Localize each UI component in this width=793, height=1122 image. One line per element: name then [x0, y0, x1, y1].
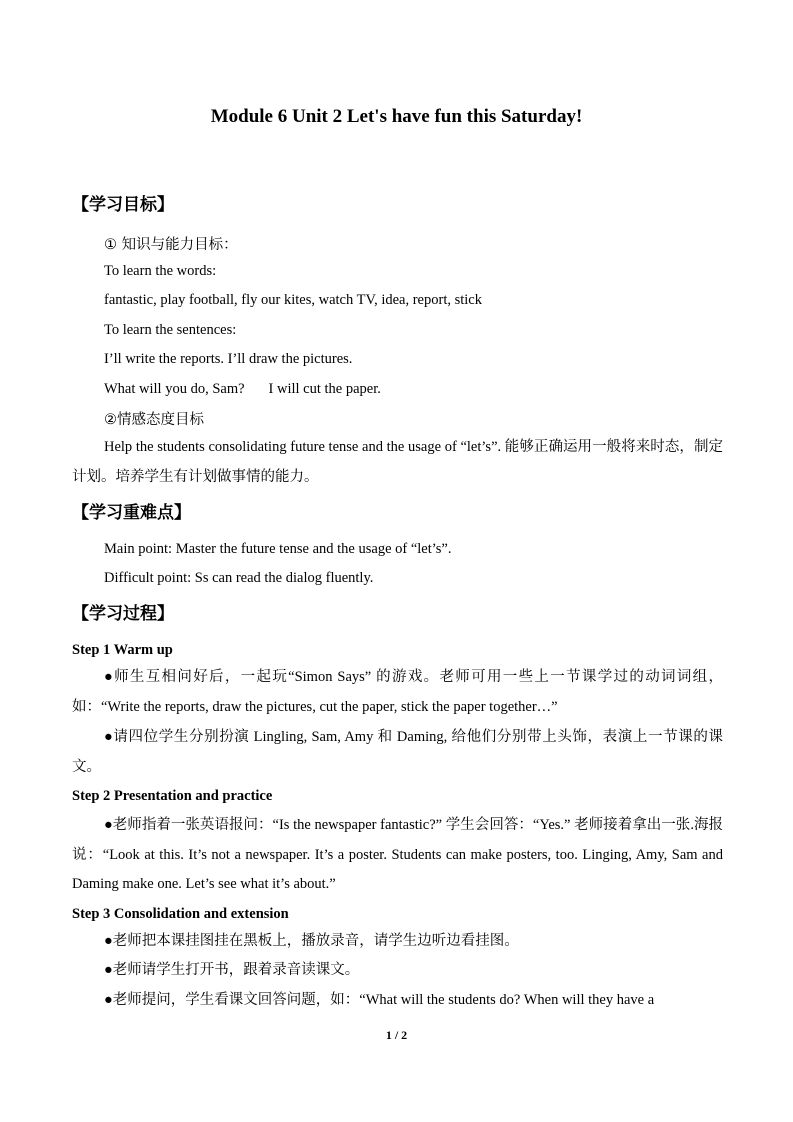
step2-title: Step 2 Presentation and practice: [72, 788, 273, 804]
difficult-point: Difficult point: Ss can read the dialog fluently.: [104, 570, 374, 586]
document-title: Module 6 Unit 2 Let's have fun this Saturday!: [210, 106, 583, 127]
step1-paragraph-1: ●师生互相问好后，一起玩“Simon Says” 的游戏。老师可用一些上一节课学过的动词词组，如：“Write the reports, draw the pictures, cut the paper, stick the paper together…”: [72, 669, 723, 715]
step1-title: Step 1 Warm up: [72, 642, 173, 658]
heading-key-points: 【学习重难点】: [72, 503, 191, 523]
step3-paragraph-3: ●老师提问，学生看课文回答问题，如：“What will the students do? When will they have a: [104, 992, 655, 1008]
heading-learning-process: 【学习过程】: [72, 604, 174, 624]
sentences-label: To learn the sentences:: [104, 322, 237, 338]
vocabulary-list: fantastic, play football, fly our kites, watch TV, idea, report, stick: [104, 292, 482, 308]
emotion-goal-paragraph: Help the students consolidating future tense and the usage of “let’s”. 能够正确运用一般将来时态，制定计划。培养学生有计划做事情的能力。: [72, 439, 723, 485]
main-point: Main point: Master the future tense and the usage of “let’s”.: [104, 541, 452, 557]
subheading-knowledge-ability: ① 知识与能力目标：: [104, 237, 238, 253]
subheading-emotion-attitude: ②情感态度目标: [104, 412, 204, 428]
step3-paragraph-1: ●老师把本课挂图挂在黑板上，播放录音，请学生边听边看挂图。: [104, 933, 519, 949]
step3-paragraph-2: ●老师请学生打开书，跟着录音读课文。: [104, 962, 360, 978]
words-label: To learn the words:: [104, 263, 217, 279]
step1-paragraph-2: ●请四位学生分别扮演 Lingling, Sam, Amy 和 Daming, 给他们分别带上头饰，表演上一节课的课文。: [72, 729, 723, 775]
page-number: 1 / 2: [385, 1028, 408, 1042]
sentence-line-2: [104, 381, 381, 398]
step2-paragraph-1: ●老师指着一张英语报问：“Is the newspaper fantastic?” 学生会回答：“Yes.” 老师接着拿出一张.海报说：“Look at this. It’s not a newspaper. It’s a poster. Students can make posters, too. Linging, Amy, Sam and Daming make one. Let’s see what it’s about.”: [72, 817, 723, 892]
sentence-question: What will you do, Sam?: [104, 381, 245, 397]
heading-learning-objectives: 【学习目标】: [72, 195, 174, 215]
step3-title: Step 3 Consolidation and extension: [72, 906, 289, 922]
sentence-answer: I will cut the paper.: [268, 381, 381, 397]
sentence-line-1: I’ll write the reports. I’ll draw the pictures.: [104, 351, 353, 367]
